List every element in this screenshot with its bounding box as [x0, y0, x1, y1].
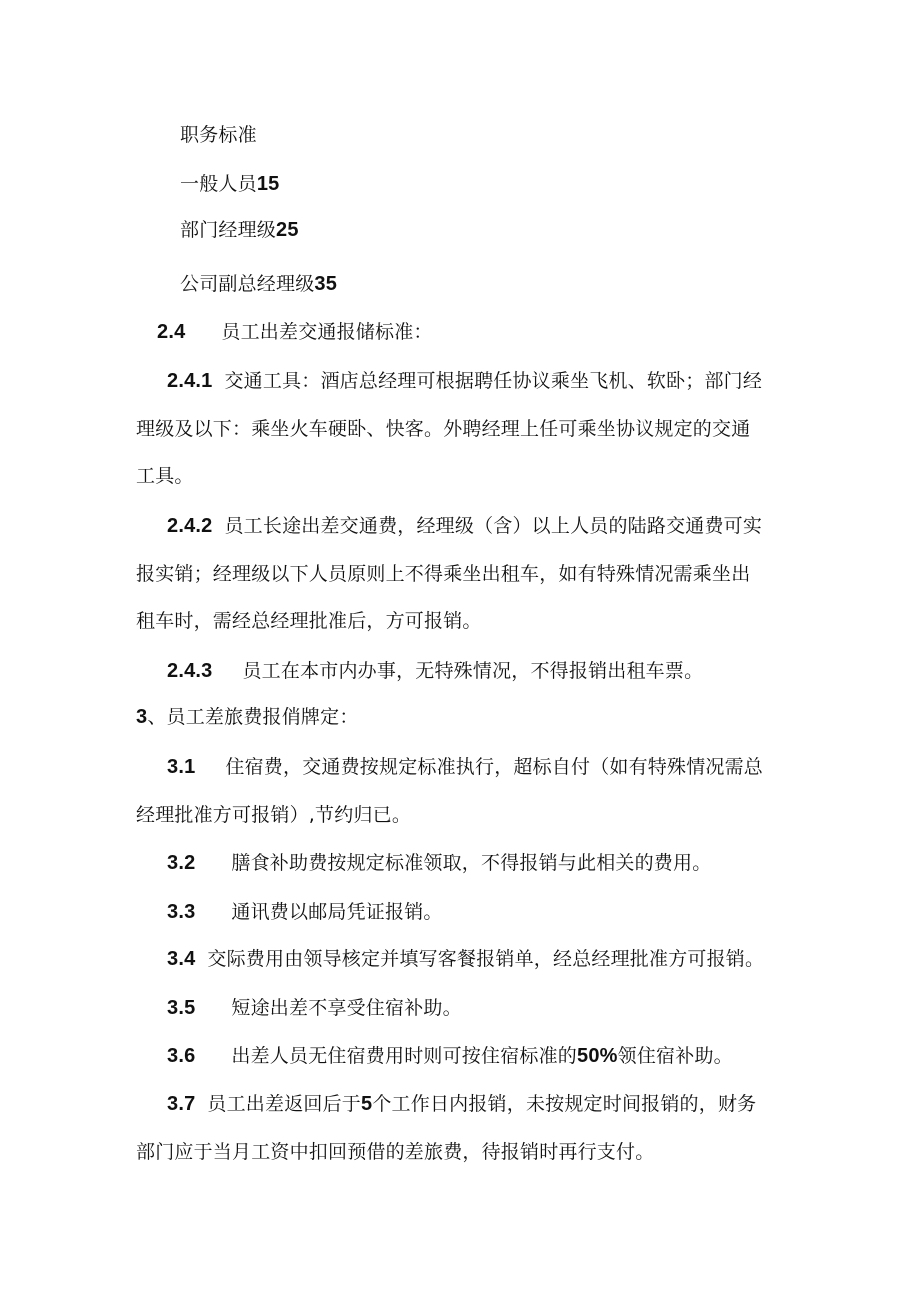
- section-text: 员工长途出差交通费，经理级（含）以上人员的陆路交通费可实: [224, 515, 763, 537]
- section-text: 交通工具：酒店总经理可根据聘任协议乘坐飞机、软卧；部门经: [224, 370, 763, 392]
- list-text: 公司副总经理级: [180, 273, 315, 295]
- section-text: 领住宿补助。: [617, 1045, 733, 1067]
- section-text: 出差人员无住宿费用时则可按住宿标准的: [231, 1045, 578, 1067]
- section-3-6: [167, 1044, 733, 1068]
- section-number: 3.6: [167, 1045, 196, 1067]
- section-3-5: [167, 996, 462, 1020]
- section-number: 2.4.1: [167, 370, 213, 392]
- section-2-4-1-line3: [136, 464, 194, 488]
- section-2-4-2-line1: [167, 514, 762, 538]
- section-3-7-line1: [167, 1092, 756, 1116]
- section-number: 3: [136, 706, 148, 728]
- section-text: 住宿费，交通费按规定标准执行，超标自付（如有特殊情况需总: [225, 756, 764, 778]
- section-2-4-3: [167, 659, 703, 683]
- section-number: 3.5: [167, 997, 196, 1019]
- section-3-3: [167, 900, 443, 924]
- section-text: 经理批准方可报销）,节约归已。: [136, 804, 412, 826]
- section-number: 2.4: [157, 321, 186, 343]
- list-text: 部门经理级: [180, 219, 277, 241]
- section-2-4: [157, 320, 433, 344]
- section-3-1-line1: [167, 755, 763, 779]
- list-text: 一般人员: [180, 173, 257, 195]
- standard-list-item: [180, 172, 279, 196]
- section-text: 员工在本市内办事，无特殊情况，不得报销出租车票。: [242, 660, 704, 682]
- section-2-4-2-line3: [136, 609, 482, 633]
- section-text: 个工作日内报销，未按规定时间报销的，财务: [372, 1093, 757, 1115]
- section-2-4-2-line2: [136, 562, 750, 586]
- section-text: 部门应于当月工资中扣回预借的差旅费，待报销时再行支付。: [136, 1141, 655, 1163]
- days-value: 5: [361, 1093, 373, 1115]
- standard-list-header: [180, 123, 257, 147]
- section-3-2: [167, 851, 711, 875]
- list-value: 15: [256, 173, 280, 195]
- section-number: 3.7: [167, 1093, 196, 1115]
- section-text: 员工出差返回后于: [207, 1093, 362, 1115]
- section-number: 3.3: [167, 901, 196, 923]
- section-text: 膳食补助费按规定标准领取，不得报销与此相关的费用。: [231, 852, 712, 874]
- section-number: 2.4.2: [167, 515, 213, 537]
- section-text: 报实销；经理级以下人员原则上不得乘坐出租车，如有特殊情况需乘坐出: [136, 563, 751, 585]
- section-3: [136, 705, 359, 729]
- section-2-4-1-line1: [167, 369, 762, 393]
- section-text: 短途出差不享受住宿补助。: [231, 997, 462, 1019]
- section-3-7-line2: [136, 1140, 654, 1164]
- list-value: 35: [314, 273, 338, 295]
- section-3-4: [167, 947, 764, 971]
- section-text: 通讯费以邮局凭证报销。: [231, 901, 443, 923]
- section-text: 理级及以下：乘坐火车硬卧、快客。外聘经理上任可乘坐协议规定的交通: [136, 418, 751, 440]
- section-2-4-1-line2: [136, 417, 750, 441]
- list-text: 职务标准: [180, 124, 257, 146]
- section-text: 、员工差旅费报俏牌定：: [147, 706, 359, 728]
- section-text: 员工出差交通报储标准：: [221, 321, 433, 343]
- section-number: 3.4: [167, 948, 196, 970]
- standard-list-item: [180, 218, 299, 242]
- section-text: 交际费用由领导核定并填写客餐报销单，经总经理批准方可报销。: [207, 948, 765, 970]
- section-3-1-line2: [136, 803, 411, 827]
- section-text: 租车时，需经总经理批准后，方可报销。: [136, 610, 482, 632]
- section-number: 3.1: [167, 756, 196, 778]
- percentage-value: 50%: [577, 1045, 618, 1067]
- section-number: 3.2: [167, 852, 196, 874]
- list-value: 25: [276, 219, 299, 241]
- standard-list-item: [180, 272, 337, 296]
- section-number: 2.4.3: [167, 660, 213, 682]
- section-text: 工具。: [136, 465, 194, 487]
